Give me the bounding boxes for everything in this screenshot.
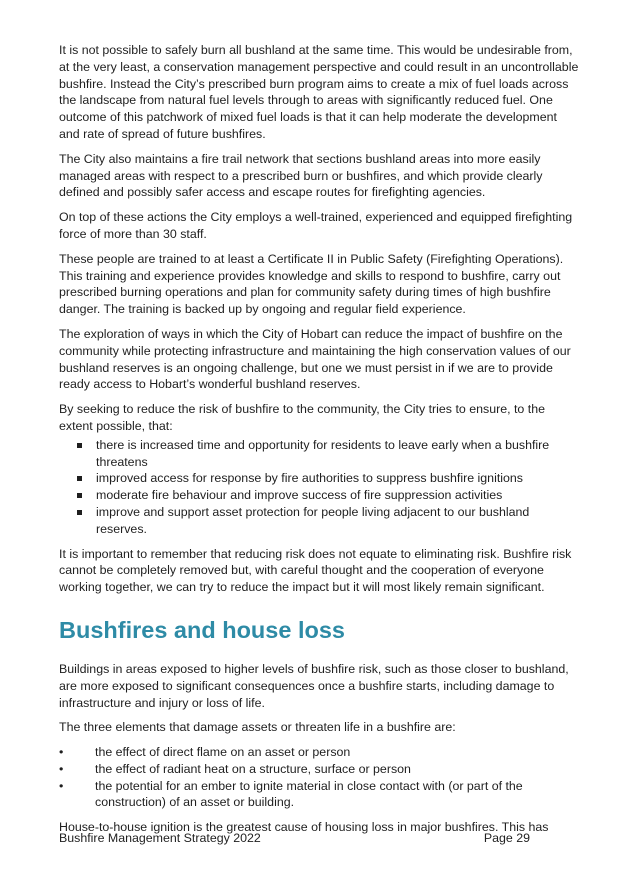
- paragraph-firefighting-force: On top of these actions the City employs a well-trained, experienced and equipped firefighting force of more than 30 staff.: [59, 210, 573, 241]
- list-item: moderate fire behaviour and improve success of fire suppression activities: [59, 487, 579, 504]
- page-footer: [59, 830, 530, 846]
- list-item: there is increased time and opportunity for residents to leave early when a bushfire threatens: [59, 437, 579, 471]
- damage-elements-list: [59, 744, 579, 811]
- section-heading: Bushfires and house loss: [59, 616, 345, 643]
- list-item: • the effect of radiant heat on a structure, surface or person: [59, 761, 579, 778]
- paragraph-exploration: The exploration of ways in which the City of Hobart can reduce the impact of bushfire on the community while protecting infrastructure and maintaining the high conservation values of our bushland reserves is an ongoing challenge, but one we must persist in if we are to provide ready access to Hobart’s wonderful bushland reserves.: [59, 326, 571, 392]
- paragraph-three-elements: The three elements that damage assets or threaten life in a bushfire are:: [59, 720, 456, 735]
- paragraph-fire-trail: The City also maintains a fire trail network that sections bushland areas into more easily managed areas with respect to a prescribed burn or bushfires, and which provide clearly defined and possibly safer access and escape routes for firefighting agencies.: [59, 151, 543, 200]
- paragraph-house-ignition: House-to-house ignition is the greatest cause of housing loss in major bushfires. This has: [59, 820, 549, 835]
- paragraph-risk-intro: By seeking to reduce the risk of bushfire to the community, the City tries to ensure, to the extent possible, that:: [59, 402, 545, 433]
- list-item: improve and support asset protection for people living adjacent to our bushland reserves.: [59, 504, 579, 538]
- list-item: • the effect of direct flame on an asset or person: [59, 744, 579, 761]
- paragraph-burn-program: It is not possible to safely burn all bushland at the same time. This would be undesirable from, at the very least, a conservation management perspective and could result in an uncontrollable bushfire. Instead the City’s prescribed burn program aims to create a mix of fuel loads across the landscape from natural fuel levels through to areas with significantly reduced fuel. One outcome of this patchwork of mixed fuel loads is that it can help moderate the development and rate of spread of future bushfires.: [59, 43, 579, 141]
- risk-reduction-list: [59, 437, 579, 538]
- document-page: [59, 42, 579, 844]
- list-item: improved access for response by fire authorities to suppress bushfire ignitions: [59, 470, 579, 487]
- paragraph-exposure: Buildings in areas exposed to higher levels of bushfire risk, such as those closer to bushland, are more exposed to significant consequences once a bushfire starts, including damage to infrastructure and injury or loss of life.: [59, 661, 569, 710]
- footer-title: Bushfire Management Strategy 2022: [59, 831, 261, 845]
- page-number: Page 29: [483, 831, 530, 845]
- paragraph-training: These people are trained to at least a Certificate II in Public Safety (Firefighting Operations). This training and experience provides knowledge and skills to respond to bushfire, carry out prescribed burning operations and plan for community safety during times of high bushfire danger. The training is backed up by ongoing and regular field experience.: [59, 251, 564, 317]
- list-item: • the potential for an ember to ignite material in close contact with (or part of the construction) of an asset or building.: [59, 778, 579, 812]
- paragraph-risk-note: It is important to remember that reducing risk does not equate to eliminating risk. Bushfire risk cannot be completely removed but, with careful thought and the cooperation of everyone working together, we can try to reduce the impact but it will most likely remain significant.: [59, 546, 572, 595]
